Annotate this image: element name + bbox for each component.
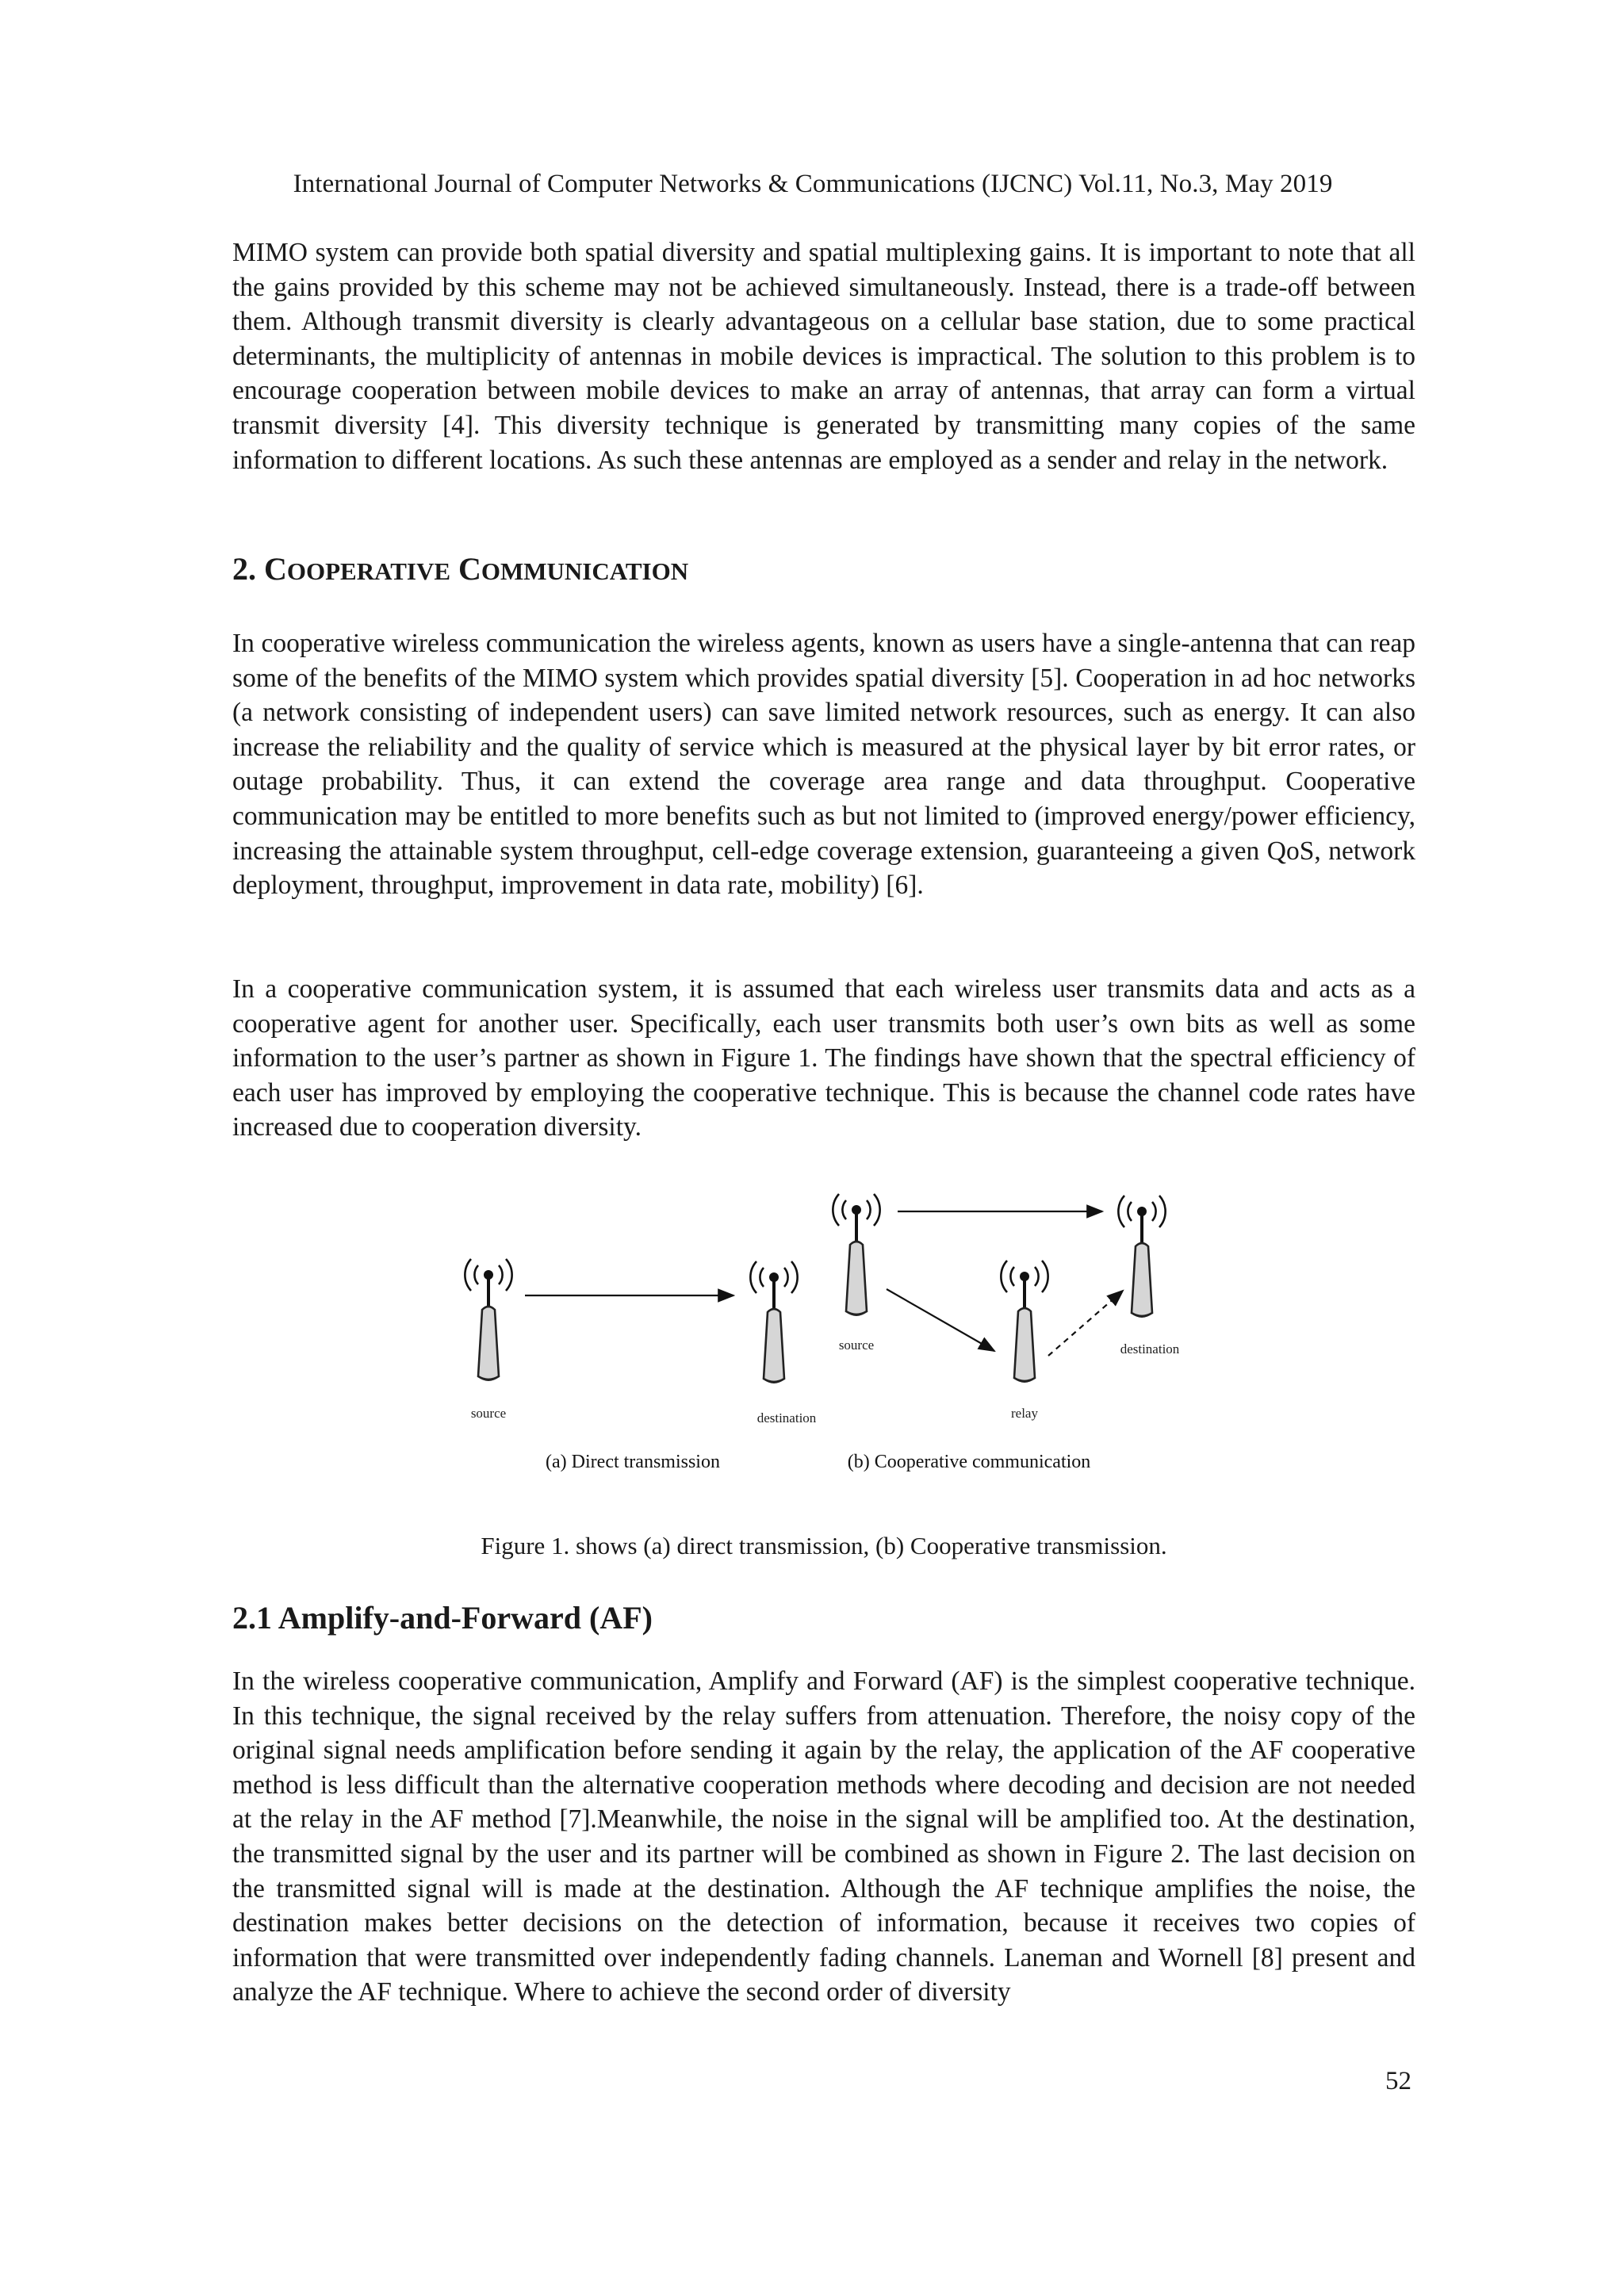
destination-antenna-b bbox=[1118, 1196, 1165, 1317]
subcaption-b: (b) Cooperative communication bbox=[847, 1452, 1091, 1472]
heading-word2-rest: OMMUNICATION bbox=[481, 557, 689, 585]
source-antenna-a bbox=[465, 1259, 511, 1380]
section2-paragraph-2: In a cooperative communication system, it is assumed that each wireless user transmits data and acts as a cooperative agent for another user. Specifically, each user transmits both user’s own bits as well as some information to the user’s partner as shown in Figure 1. The findings have shown that the spectral efficiency of each user has improved by employing the cooperative technique. This is because the channel code rates have increased due to cooperation diversity. bbox=[232, 974, 1415, 1142]
source-antenna-b bbox=[833, 1194, 879, 1315]
figure-1 bbox=[428, 1175, 1205, 1516]
section2-1-paragraph: In the wireless cooperative communication, Amplify and Forward (AF) is the simplest cooperative technique. In this technique, the signal received by the relay suffers from attenuation. Therefore, the noisy copy of the original signal needs amplification before sending it again by the relay, the application of the AF cooperative method is less difficult than the alternative cooperation methods where decoding and decision are not needed at the relay in the AF method [7].Meanwhile, the noise in the signal will be amplified too. At the destination, the transmitted signal by the user and its partner will be combined as shown in Figure 2. The last decision on the transmitted signal will is made at the destination. Although the AF technique amplifies the noise, the destination makes better decisions on the detection of information, because it receives two copies of information that were transmitted over independently fading channels. Laneman and Wornell [8] present and analyze the AF technique. Where to achieve the second order of diversity bbox=[232, 1667, 1415, 2007]
section2-paragraph-1: In cooperative wireless communication the wireless agents, known as users have a single-antenna that can reap some of the benefits of the MIMO system which provides spatial diversity [5]. Cooperation in ad hoc networks (a network consisting of independent users) can save limited network resources, such as energy. It can also increase the reliability and the quality of service which is measured at the physical layer by bit error rates, or outage probability. Thus, it can extend the coverage area range and data throughput. Cooperative communication may be entitled to more benefits such as but not limited to (improved energy/power efficiency, increasing the attainable system throughput, cell-edge coverage extension, guaranteeing a given QoS, network deployment, throughput, improvement in data rate, mobility) [6]. bbox=[232, 629, 1415, 901]
heading-word2-initial: C bbox=[458, 551, 481, 587]
relay-antenna-b bbox=[1001, 1261, 1048, 1382]
source-label-b: source bbox=[838, 1337, 875, 1353]
subsection-heading-amplify-and-forward: 2.1 Amplify-and-Forward (AF) bbox=[232, 1600, 653, 1636]
destination-label-a: destination bbox=[756, 1410, 817, 1425]
running-header: International Journal of Computer Networks & Communications (IJCNC) Vol.11, No.3, May 2019 bbox=[293, 170, 1333, 198]
figure-1-caption: Figure 1. shows (a) direct transmission, (b) Cooperative transmission. bbox=[481, 1532, 1167, 1559]
source-to-relay-arrow bbox=[887, 1289, 994, 1351]
heading-word1-rest: OOPERATIVE bbox=[286, 557, 451, 585]
destination-label-b: destination bbox=[1120, 1341, 1180, 1357]
figure-1-diagram bbox=[428, 1175, 1205, 1516]
relay-label-b: relay bbox=[1011, 1406, 1038, 1421]
section-number: 2. bbox=[232, 551, 256, 587]
destination-antenna-a bbox=[750, 1261, 797, 1383]
page-number: 52 bbox=[1385, 2067, 1411, 2095]
section-heading-cooperative-communication bbox=[232, 550, 688, 587]
heading-word1-initial: C bbox=[264, 551, 287, 587]
source-label-a: source bbox=[470, 1406, 507, 1421]
relay-to-destination-arrow bbox=[1048, 1291, 1123, 1356]
intro-paragraph: MIMO system can provide both spatial diversity and spatial multiplexing gains. It is important to note that all the gains provided by this scheme may not be achieved simultaneously. Instead, there is a trade-off between them. Although transmit diversity is clearly advantageous on a cellular base station, due to some practical determinants, the multiplicity of antennas in mobile devices is impractical. The solution to this problem is to encourage cooperation between mobile devices to make an array of antennas, that array can form a virtual transmit diversity [4]. This diversity technique is generated by transmitting many copies of the same information to different locations. As such these antennas are employed as a sender and relay in the network. bbox=[232, 238, 1415, 475]
subcaption-a: (a) Direct transmission bbox=[546, 1452, 720, 1472]
